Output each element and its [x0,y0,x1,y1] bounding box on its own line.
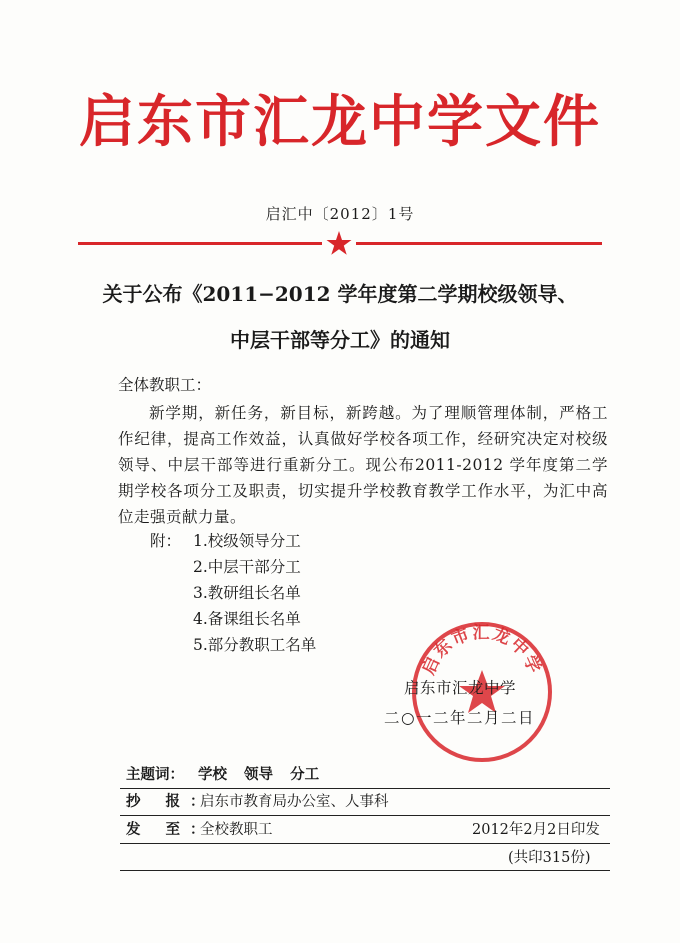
document-number: 启汇中〔2012〕1号 [265,205,415,223]
seal-text: 启东市汇龙中学 [418,623,546,678]
subject-keywords: 学校 领导 分工 [198,767,320,783]
attachments-label: 附： [150,532,182,550]
send-to-recipients: 全校教职工 [200,822,273,838]
signer-organization: 启东市汇龙中学 [404,679,517,697]
document-masthead: 启东市汇龙中学文件 [79,90,601,155]
print-count: (共印315份) [508,850,591,866]
print-date: 2012年2月2日印发 [472,822,600,838]
salutation: 全体教职工： [118,376,212,394]
cc-label: 抄 报： [126,793,215,810]
attachment-item: 1.校级领导分工 [193,532,301,550]
send-to-label: 发 至： [126,821,215,838]
notice-title-line1: 关于公布《2011−2012 学年度第二学期校级领导、 [102,282,578,306]
footer-divider [120,843,610,844]
attachment-item: 3.教研组长名单 [193,584,301,602]
red-star-icon [326,230,352,256]
footer-divider [120,870,610,871]
footer-divider [120,815,610,816]
cc-recipients: 启东市教育局办公室、人事科 [200,794,389,810]
footer-divider [120,788,610,789]
red-rule-left [78,242,322,245]
red-rule-right [356,242,602,245]
attachment-item: 5.部分教职工名单 [193,636,317,654]
attachment-item: 2.中层干部分工 [193,558,301,576]
signing-date: 二○一二年二月二日 [384,709,536,727]
notice-title-line2: 中层干部等分工》的通知 [230,328,450,352]
attachment-item: 4.备课组长名单 [193,610,301,628]
svg-text:启东市汇龙中学 [418,623,546,678]
attachments-list [193,528,316,658]
subject-keywords-label: 主题词： [126,767,184,783]
body-paragraph: 新学期，新任务，新目标，新跨越。为了理顺管理体制，严格工作纪律，提高工作效益，认真做好学校各项工作，经研究决定对校级领导、中层干部等进行重新分工。现公布2011-2012 学年度第二学期学校各项分工及职责，切实提升学校教育教学工作水平，为汇中高位走强贡献力量。 [118,404,608,526]
